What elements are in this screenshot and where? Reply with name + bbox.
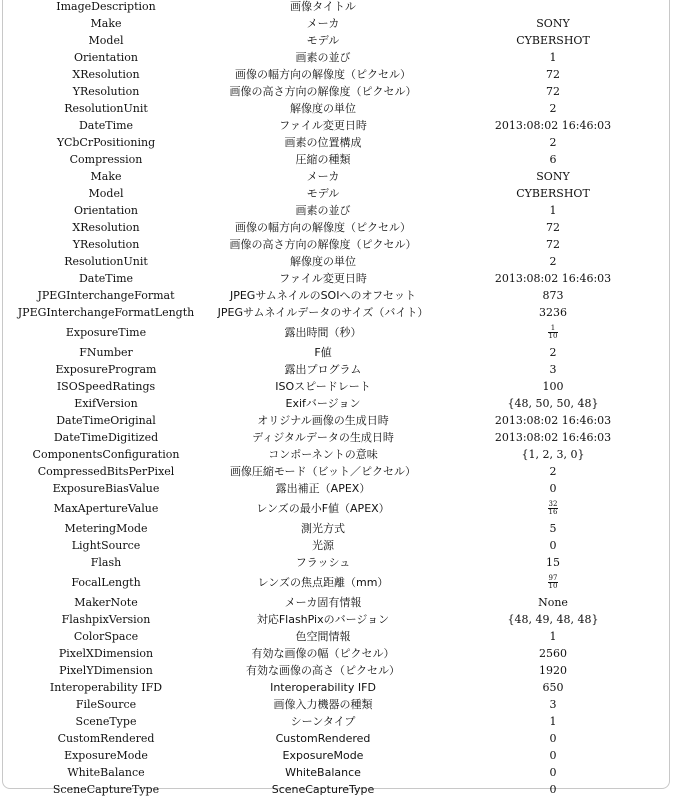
tag-name-cell: YResolution xyxy=(72,237,140,251)
tag-description-cell: 有効な画像の高さ（ピクセル） xyxy=(246,663,400,677)
tag-value-cell: None xyxy=(538,595,568,609)
table-row xyxy=(6,321,666,344)
tag-name-cell: Interoperability IFD xyxy=(49,680,163,694)
tag-description-cell: SceneCaptureType xyxy=(271,782,375,796)
tag-name-cell: DateTimeOriginal xyxy=(56,413,156,427)
tag-description-cell: 解像度の単位 xyxy=(290,101,356,115)
tag-description-cell: ファイル変更日時 xyxy=(279,271,367,285)
tag-name-cell: FileSource xyxy=(75,697,137,711)
table-row xyxy=(6,344,666,361)
tag-name-cell: LightSource xyxy=(71,538,141,552)
table-row xyxy=(6,730,666,747)
tag-value-cell: 2013:08:02 16:46:03 xyxy=(494,118,612,132)
tag-value-cell: 72 xyxy=(546,84,560,98)
tag-name-cell: YCbCrPositioning xyxy=(56,135,156,149)
tag-value-cell: 1 xyxy=(549,50,557,64)
tag-value-cell: 2013:08:02 16:46:03 xyxy=(494,413,612,427)
tag-description-cell: 画像の高さ方向の解像度（ピクセル） xyxy=(229,237,417,251)
tag-name-cell: ExposureMode xyxy=(64,748,148,762)
tag-description-cell: ファイル変更日時 xyxy=(279,118,367,132)
fraction-numerator: 97 xyxy=(548,574,558,582)
tag-value-cell: 2 xyxy=(549,254,557,268)
fraction-value xyxy=(548,501,559,516)
tag-name-cell: ComponentsConfiguration xyxy=(32,447,180,461)
table-row xyxy=(6,253,666,270)
fraction-denominator: 16 xyxy=(548,508,558,516)
table-row xyxy=(6,645,666,662)
tag-description-cell: 有効な画像の幅（ピクセル） xyxy=(251,646,395,660)
tag-name-cell: Make xyxy=(90,169,122,183)
table-row xyxy=(6,66,666,83)
tag-name-cell: CompressedBitsPerPixel xyxy=(37,464,175,478)
table-row xyxy=(6,304,666,321)
tag-description-cell: WhiteBalance xyxy=(285,765,361,779)
fraction-numerator: 1 xyxy=(548,325,559,333)
tag-value-cell: 15 xyxy=(546,555,560,569)
table-row xyxy=(6,412,666,429)
tag-description-cell: 露出時間（秒） xyxy=(284,325,362,339)
tag-description-cell: F値 xyxy=(314,345,332,359)
tag-description-cell: ISOスピードレート xyxy=(275,379,371,393)
table-row xyxy=(6,15,666,32)
tag-description-cell: 解像度の単位 xyxy=(290,254,356,268)
tag-description-cell: メーカ固有情報 xyxy=(284,595,362,609)
tag-name-cell: DateTimeDigitized xyxy=(53,430,159,444)
tag-value-cell xyxy=(440,0,666,15)
table-row xyxy=(6,628,666,645)
tag-value-cell: 650 xyxy=(542,680,564,694)
table-row xyxy=(6,463,666,480)
tag-description-cell: 画素の並び xyxy=(295,203,351,217)
table-row xyxy=(6,696,666,713)
tag-value-cell: 2560 xyxy=(539,646,567,660)
tag-name-cell: Orientation xyxy=(73,203,138,217)
tag-description-cell: シーンタイプ xyxy=(290,714,356,728)
tag-name-cell: ExposureTime xyxy=(65,325,147,339)
tag-value-cell: 3236 xyxy=(539,305,567,319)
tag-name-cell: WhiteBalance xyxy=(67,765,145,779)
tag-name-cell: ResolutionUnit xyxy=(64,101,148,115)
table-row xyxy=(6,236,666,253)
table-row xyxy=(6,0,666,15)
tag-description-cell: JPEGサムネイルのSOIへのオフセット xyxy=(229,288,417,302)
tag-value-cell: {1, 2, 3, 0} xyxy=(521,447,585,461)
tag-value-cell: 0 xyxy=(549,782,557,796)
table-row xyxy=(6,537,666,554)
table-row xyxy=(6,49,666,66)
tag-value-cell: 5 xyxy=(549,521,557,535)
table-row xyxy=(6,395,666,412)
tag-name-cell: JPEGInterchangeFormat xyxy=(37,288,175,302)
tag-description-cell: メーカ xyxy=(306,169,340,183)
exif-table xyxy=(6,0,666,798)
tag-description-cell: 画像の高さ方向の解像度（ピクセル） xyxy=(229,84,417,98)
tag-description-cell: ディジタルデータの生成日時 xyxy=(252,430,394,444)
tag-value-cell: 0 xyxy=(549,538,557,552)
exif-table-body xyxy=(6,0,666,798)
tag-name-cell: ISOSpeedRatings xyxy=(56,379,156,393)
table-row xyxy=(6,134,666,151)
tag-value-cell: 6 xyxy=(549,152,557,166)
tag-value-cell: SONY xyxy=(536,169,570,183)
tag-value-cell: 1 xyxy=(549,629,557,643)
tag-value-cell: 2013:08:02 16:46:03 xyxy=(494,430,612,444)
table-row xyxy=(6,117,666,134)
tag-description-cell: 画素の位置構成 xyxy=(284,135,362,149)
fraction-denominator: 10 xyxy=(548,582,558,590)
tag-value-cell: 2 xyxy=(549,345,557,359)
tag-value-cell: 2 xyxy=(549,464,557,478)
tag-description-cell: 画像の幅方向の解像度（ピクセル） xyxy=(235,67,411,81)
tag-name-cell: XResolution xyxy=(72,67,140,81)
tag-description-cell: JPEGサムネイルデータのサイズ（バイト） xyxy=(217,305,429,319)
tag-value-cell: 2 xyxy=(549,135,557,149)
table-row xyxy=(6,747,666,764)
tag-description-cell: メーカ xyxy=(306,16,340,30)
tag-description-cell: モデル xyxy=(306,186,340,200)
tag-name-cell: ColorSpace xyxy=(73,629,139,643)
tag-name-cell: PixelXDimension xyxy=(58,646,154,660)
tag-description-cell: Exifバージョン xyxy=(285,396,361,410)
table-row xyxy=(6,554,666,571)
tag-name-cell: DateTime xyxy=(78,118,134,132)
tag-value-cell: 0 xyxy=(549,765,557,779)
tag-value-cell: 1920 xyxy=(539,663,567,677)
tag-value-cell: 3 xyxy=(549,697,557,711)
tag-name-cell: FlashpixVersion xyxy=(61,612,151,626)
tag-name-cell: FocalLength xyxy=(71,575,141,589)
fraction-value xyxy=(548,575,559,590)
tag-description-cell: 画像圧縮モード（ビット／ピクセル） xyxy=(229,464,417,478)
tag-name-cell: Compression xyxy=(69,152,143,166)
table-row xyxy=(6,32,666,49)
tag-value-cell: 2 xyxy=(549,101,557,115)
tag-description-cell: ExposureMode xyxy=(282,748,364,762)
tag-name-cell: CustomRendered xyxy=(57,731,155,745)
tag-value-cell: 72 xyxy=(546,220,560,234)
tag-value-cell: 873 xyxy=(542,288,564,302)
table-row xyxy=(6,83,666,100)
tag-name-cell: ImageDescription xyxy=(56,0,156,13)
fraction-value xyxy=(548,325,559,340)
tag-value-cell: CYBERSHOT xyxy=(516,186,590,200)
tag-value-cell: 3 xyxy=(549,362,557,376)
tag-value-cell: {48, 50, 50, 48} xyxy=(507,396,599,410)
table-row xyxy=(6,713,666,730)
tag-description-cell: 対応FlashPixのバージョン xyxy=(256,612,390,626)
tag-name-cell: Model xyxy=(88,186,124,200)
tag-name-cell: Model xyxy=(88,33,124,47)
tag-description-cell: 測光方式 xyxy=(301,521,345,535)
table-row xyxy=(6,497,666,520)
tag-description-cell: オリジナル画像の生成日時 xyxy=(257,413,389,427)
tag-name-cell: SceneCaptureType xyxy=(52,782,160,796)
tag-description-cell: モデル xyxy=(306,33,340,47)
table-row xyxy=(6,151,666,168)
table-row xyxy=(6,361,666,378)
tag-name-cell: ExifVersion xyxy=(74,396,138,410)
fraction-numerator: 32 xyxy=(548,500,558,508)
tag-value-cell xyxy=(440,497,666,520)
tag-value-cell: 0 xyxy=(549,731,557,745)
tag-value-cell: 1 xyxy=(549,714,557,728)
tag-description-cell: CustomRendered xyxy=(275,731,371,745)
table-row xyxy=(6,611,666,628)
tag-description-cell: レンズの焦点距離（mm） xyxy=(257,575,389,589)
table-row xyxy=(6,662,666,679)
tag-name-cell: MakerNote xyxy=(74,595,138,609)
table-row xyxy=(6,446,666,463)
table-row xyxy=(6,764,666,781)
table-row xyxy=(6,520,666,537)
table-row xyxy=(6,679,666,696)
tag-description-cell: コンポーネントの意味 xyxy=(268,447,378,461)
tag-name-cell: PixelYDimension xyxy=(59,663,153,677)
table-row xyxy=(6,594,666,611)
table-row xyxy=(6,100,666,117)
tag-description-cell: 画像の幅方向の解像度（ピクセル） xyxy=(235,220,411,234)
tag-value-cell xyxy=(440,571,666,594)
tag-description-cell: 色空間情報 xyxy=(295,629,351,643)
tag-value-cell: 0 xyxy=(549,481,557,495)
tag-name-cell: Make xyxy=(90,16,122,30)
tag-description-cell: 圧縮の種類 xyxy=(295,152,351,166)
tag-value-cell: 1 xyxy=(549,203,557,217)
tag-description-cell: フラッシュ xyxy=(295,555,351,569)
tag-name-cell: JPEGInterchangeFormatLength xyxy=(17,305,195,319)
tag-name-cell: MeteringMode xyxy=(64,521,148,535)
tag-description-cell: 露出プログラム xyxy=(284,362,362,376)
table-row xyxy=(6,781,666,798)
tag-name-cell: MaxApertureValue xyxy=(53,501,159,515)
table-row xyxy=(6,378,666,395)
tag-value-cell: 72 xyxy=(546,237,560,251)
tag-description-cell: 画像入力機器の種類 xyxy=(273,697,373,711)
tag-name-cell: Orientation xyxy=(73,50,138,64)
tag-value-cell xyxy=(440,321,666,344)
tag-value-cell: 2013:08:02 16:46:03 xyxy=(494,271,612,285)
tag-value-cell: 72 xyxy=(546,67,560,81)
table-row xyxy=(6,287,666,304)
tag-name-cell: ExposureProgram xyxy=(55,362,157,376)
table-row xyxy=(6,168,666,185)
table-row xyxy=(6,571,666,594)
tag-description-cell: 画素の並び xyxy=(295,50,351,64)
tag-name-cell: YResolution xyxy=(72,84,140,98)
tag-name-cell: DateTime xyxy=(78,271,134,285)
tag-description-cell: Interoperability IFD xyxy=(270,680,376,694)
tag-description-cell: 画像タイトル xyxy=(290,0,356,13)
table-row xyxy=(6,429,666,446)
table-row xyxy=(6,185,666,202)
tag-name-cell: SceneType xyxy=(75,714,137,728)
tag-description-cell: 光源 xyxy=(312,538,334,552)
tag-description-cell: 露出補正（APEX） xyxy=(275,481,371,495)
tag-name-cell: ResolutionUnit xyxy=(64,254,148,268)
table-row xyxy=(6,202,666,219)
table-row xyxy=(6,270,666,287)
tag-value-cell: CYBERSHOT xyxy=(516,33,590,47)
tag-value-cell: 0 xyxy=(549,748,557,762)
table-row xyxy=(6,219,666,236)
tag-name-cell: Flash xyxy=(90,555,122,569)
tag-name-cell: XResolution xyxy=(72,220,140,234)
tag-name-cell: ExposureBiasValue xyxy=(52,481,160,495)
fraction-denominator: 10 xyxy=(548,332,558,340)
tag-description-cell: レンズの最小F値（APEX） xyxy=(256,501,390,515)
table-row xyxy=(6,480,666,497)
tag-name-cell: FNumber xyxy=(79,345,133,359)
tag-value-cell: SONY xyxy=(536,16,570,30)
tag-value-cell: 100 xyxy=(542,379,564,393)
tag-value-cell: {48, 49, 48, 48} xyxy=(507,612,599,626)
